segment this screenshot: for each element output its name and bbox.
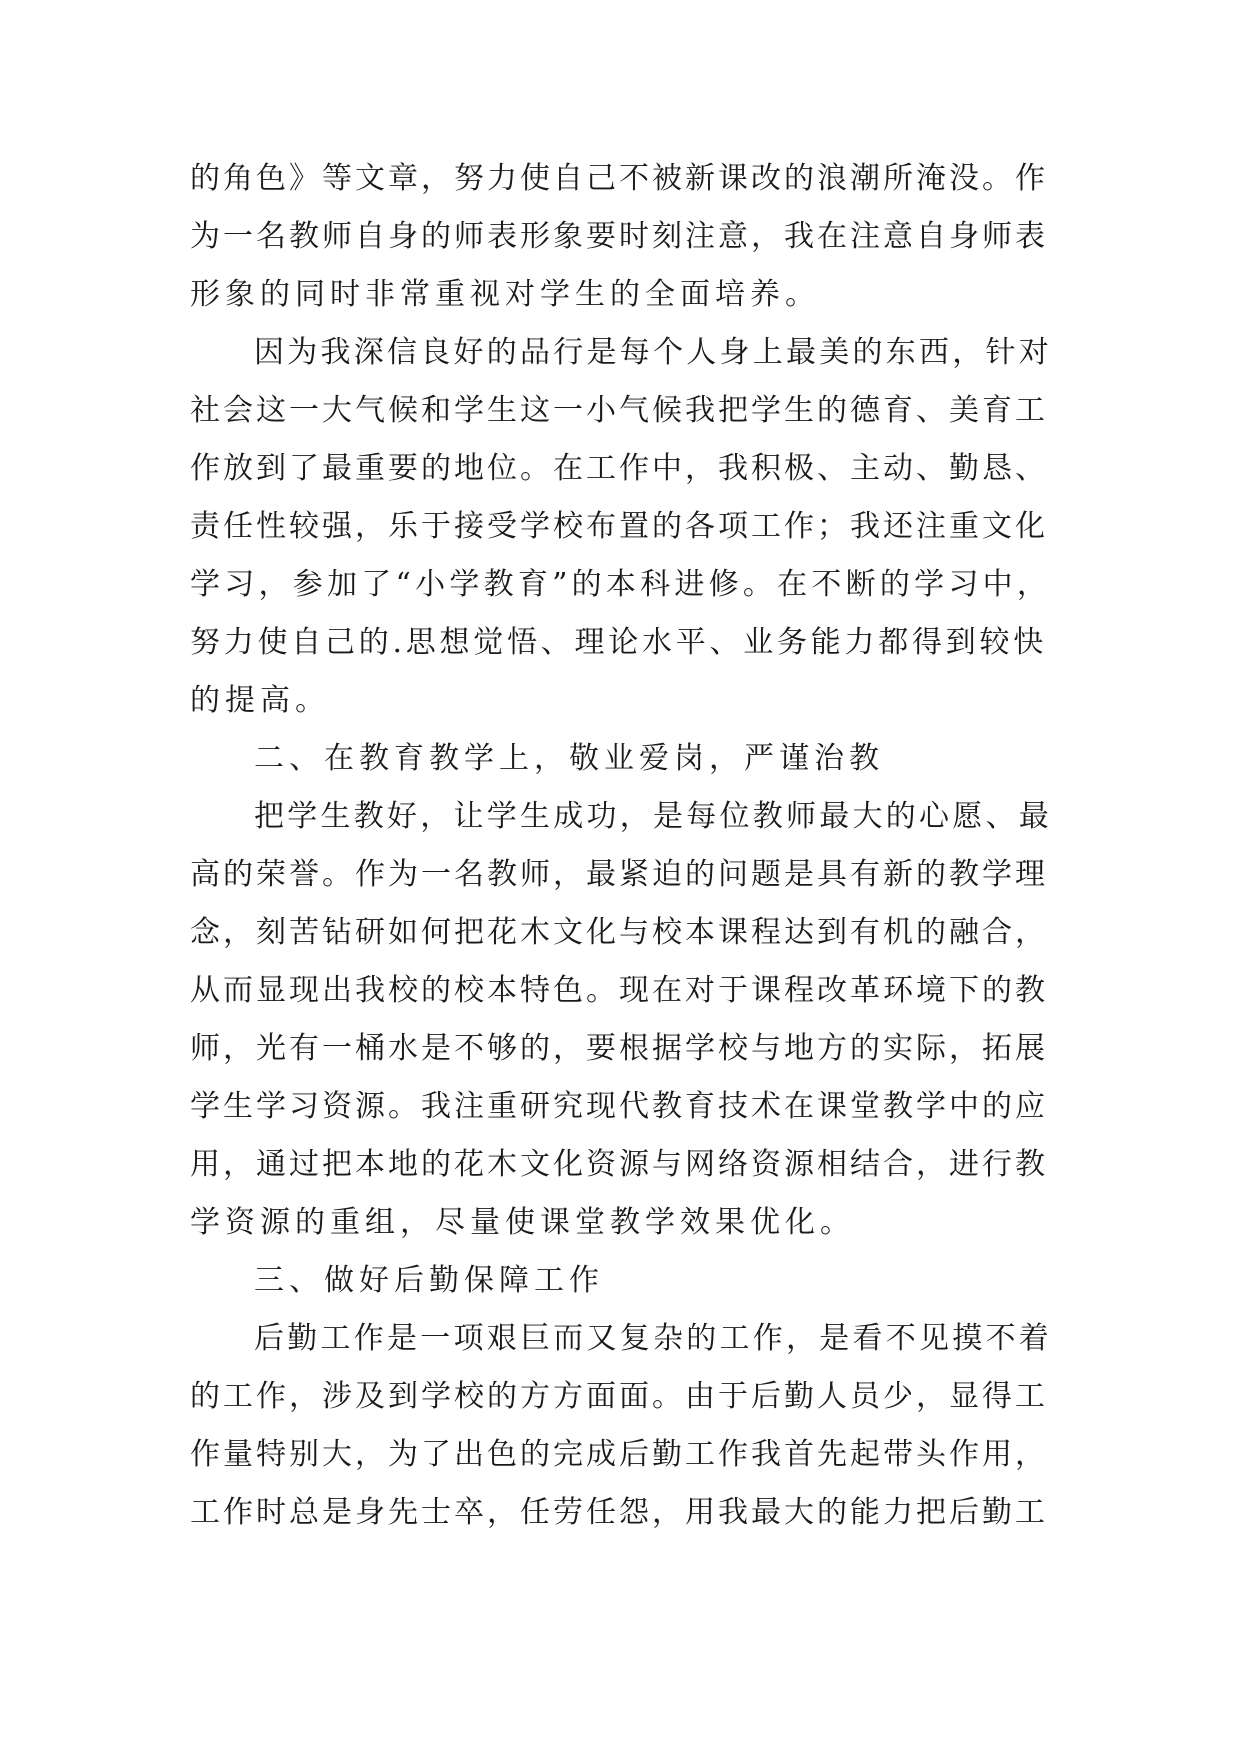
text-line: 用，通过把本地的花木文化资源与网络资源相结合，进行教 [190, 1147, 1048, 1182]
text-line: 为一名教师自身的师表形象要时刻注意，我在注意自身师表 [190, 219, 1048, 254]
paragraph-start-line: 后勤工作是一项艰巨而又复杂的工作，是看不见摸不着 [254, 1321, 1052, 1356]
text-line: 念，刻苦钻研如何把花木文化与校本课程达到有机的融合， [190, 915, 1048, 950]
paragraph-start-line: 因为我深信良好的品行是每个人身上最美的东西，针对 [254, 335, 1052, 370]
text-line: 作量特别大，为了出色的完成后勤工作我首先起带头作用， [190, 1437, 1048, 1472]
text-line: 工作时总是身先士卒，任劳任怨，用我最大的能力把后勤工 [190, 1495, 1048, 1530]
text-line: 社会这一大气候和学生这一小气候我把学生的德育、美育工 [190, 393, 1048, 428]
text-line: 学习，参加了“小学教育”的本科进修。在不断的学习中， [190, 567, 1052, 602]
text-line: 高的荣誉。作为一名教师，最紧迫的问题是具有新的教学理 [190, 857, 1048, 892]
text-line: 从而显现出我校的校本特色。现在对于课程改革环境下的教 [190, 973, 1048, 1008]
text-line: 学资源的重组，尽量使课堂教学效果优化。 [190, 1205, 855, 1240]
section-heading: 三、做好后勤保障工作 [254, 1263, 604, 1298]
text-line: 的工作，涉及到学校的方方面面。由于后勤人员少，显得工 [190, 1379, 1048, 1414]
text-line: 师，光有一桶水是不够的，要根据学校与地方的实际，拓展 [190, 1031, 1048, 1066]
text-line: 责任性较强，乐于接受学校布置的各项工作；我还注重文化 [190, 509, 1048, 544]
text-line: 努力使自己的.思想觉悟、理论水平、业务能力都得到较快 [190, 625, 1048, 660]
section-heading: 二、在教育教学上，敬业爱岗，严谨治教 [254, 741, 884, 776]
text-line: 形象的同时非常重视对学生的全面培养。 [190, 277, 820, 312]
text-line: 学生学习资源。我注重研究现代教育技术在课堂教学中的应 [190, 1089, 1048, 1124]
text-line: 的提高。 [190, 683, 330, 718]
text-line: 的角色》等文章，努力使自己不被新课改的浪潮所淹没。作 [190, 161, 1048, 196]
paragraph-start-line: 把学生教好，让学生成功，是每位教师最大的心愿、最 [254, 799, 1052, 834]
document-body [190, 150, 1052, 1542]
text-line: 作放到了最重要的地位。在工作中，我积极、主动、勤恳、 [190, 451, 1048, 486]
